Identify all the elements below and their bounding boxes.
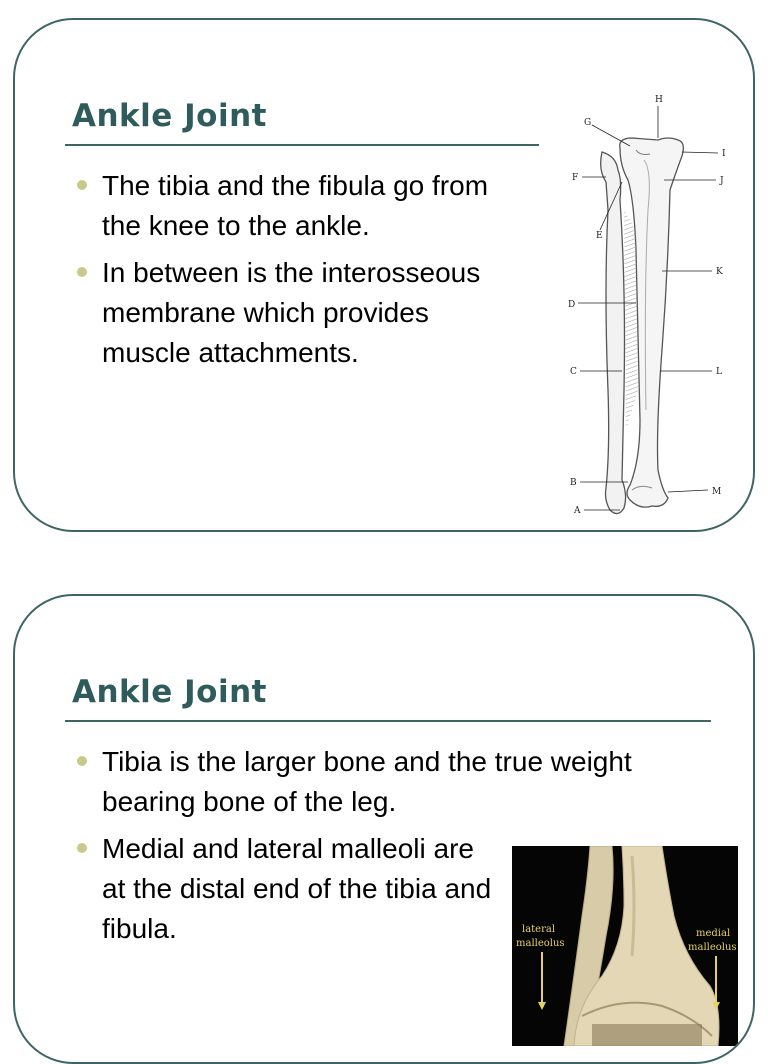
bullet-text: Tibia is the larger bone and the true weight bearing bone of the leg. <box>102 746 632 817</box>
label-a: A <box>574 506 581 516</box>
ankle-bones-photo <box>512 846 738 1046</box>
bullet-item <box>72 166 492 246</box>
bullet-item <box>72 742 672 822</box>
label-medial-malleolus: malleolus <box>688 942 737 953</box>
title-divider <box>65 144 539 146</box>
label-e: E <box>596 231 603 241</box>
label-f: F <box>572 173 579 183</box>
label-d: D <box>568 300 576 310</box>
label-k: K <box>716 267 723 277</box>
label-c: C <box>570 367 577 377</box>
label-lateral: lateral <box>522 924 556 935</box>
tibia-fibula-diagram <box>540 90 740 532</box>
slide-title: Ankle Joint <box>72 674 267 710</box>
bullet-item <box>72 829 502 949</box>
bullet-dot-icon <box>77 843 87 853</box>
slide-title: Ankle Joint <box>72 98 267 134</box>
bullet-list <box>72 166 492 380</box>
bullet-dot-icon <box>77 180 87 190</box>
slide-ankle-joint-2 <box>13 594 755 1064</box>
title-divider <box>65 720 711 722</box>
bullet-dot-icon <box>77 267 87 277</box>
label-l: L <box>716 367 722 377</box>
bullet-text: The tibia and the fibula go from the knee to the ankle. <box>102 170 489 241</box>
label-lateral-malleolus: malleolus <box>516 938 565 949</box>
bone-drawing <box>601 138 684 514</box>
bullet-text: In between is the interosseous membrane which provides muscle attachments. <box>102 257 481 368</box>
slide-ankle-joint-1 <box>13 18 755 532</box>
label-i: I <box>722 149 726 159</box>
label-h: H <box>655 95 663 105</box>
label-g: G <box>584 118 592 128</box>
label-j: J <box>720 176 724 186</box>
label-m: M <box>712 487 722 497</box>
bullet-text: Medial and lateral malleoli are at the distal end of the tibia and fibula. <box>102 833 492 944</box>
label-medial: medial <box>696 928 731 939</box>
bullet-item <box>72 253 492 373</box>
label-b: B <box>570 478 577 488</box>
bullet-dot-icon <box>77 756 87 766</box>
malleoli-photo <box>512 846 738 1046</box>
